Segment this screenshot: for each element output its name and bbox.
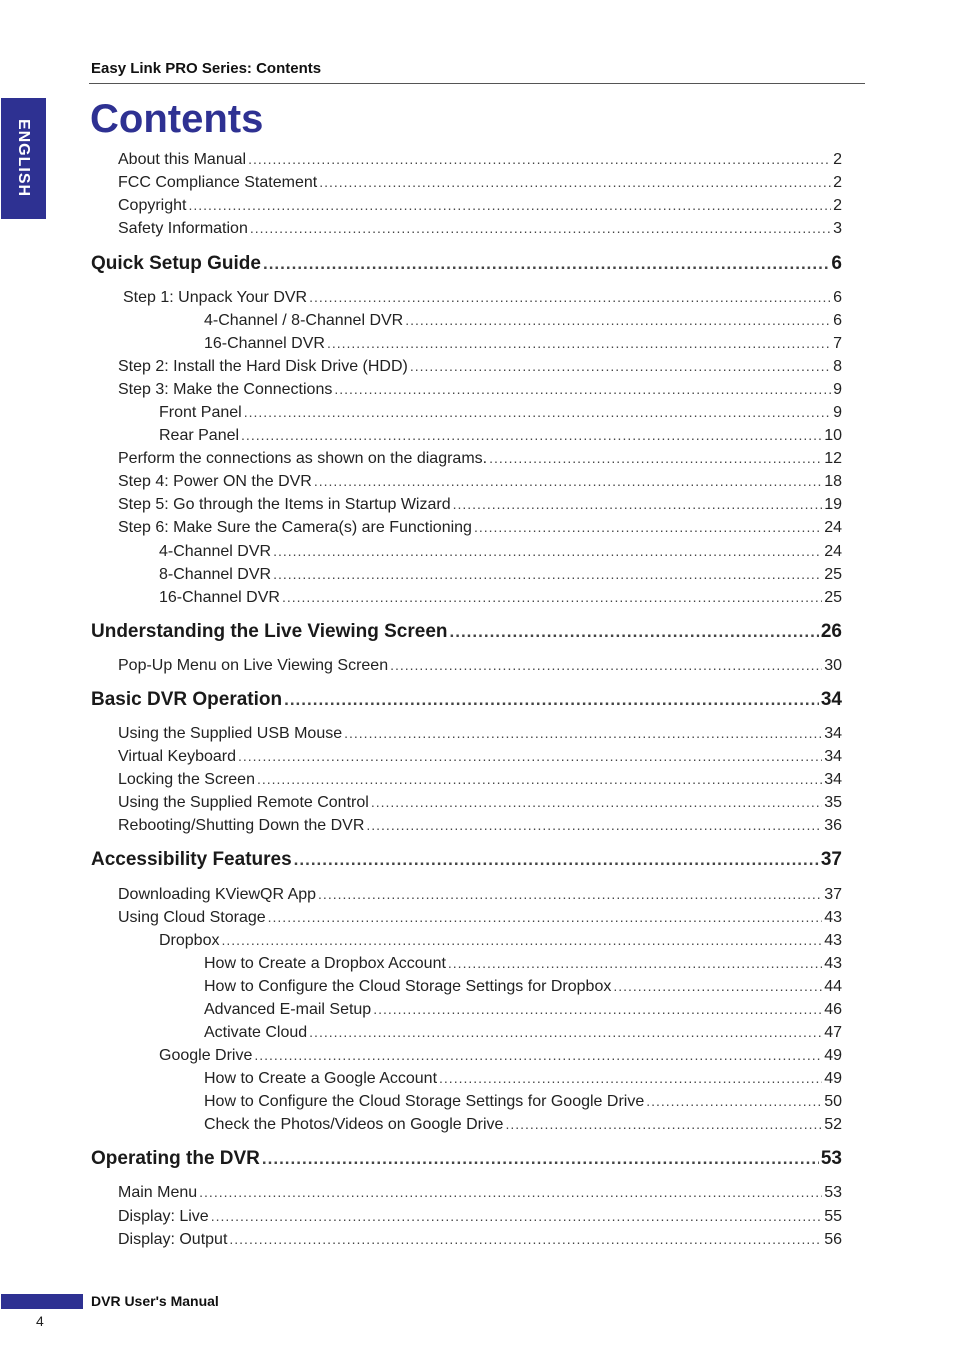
toc-entry[interactable]	[204, 310, 842, 331]
dot-leader	[273, 564, 822, 584]
toc-entry-page: 34	[824, 725, 842, 742]
dot-leader	[319, 172, 831, 192]
toc-entry[interactable]	[159, 930, 842, 951]
toc-entry[interactable]	[204, 1022, 842, 1043]
footer-manual-title: DVR User's Manual	[91, 1293, 219, 1309]
toc-entry-title: Step 6: Make Sure the Camera(s) are Functioning	[118, 519, 472, 536]
toc-section-title: Understanding the Live Viewing Screen	[91, 621, 448, 642]
toc-entry-page: 2	[833, 197, 842, 214]
toc-entry-title: Step 3: Make the Connections	[118, 381, 333, 398]
toc-section-page: 53	[820, 1148, 842, 1169]
toc-section-page: 6	[831, 253, 842, 274]
toc-entry[interactable]	[118, 494, 842, 515]
dot-leader	[405, 310, 831, 330]
dot-leader	[257, 769, 822, 789]
toc-entry[interactable]	[204, 999, 842, 1020]
toc-entry-page: 25	[824, 566, 842, 583]
dot-leader	[318, 884, 822, 904]
toc-entry-title: How to Configure the Cloud Storage Settings for Google Drive	[204, 1093, 645, 1110]
dot-leader	[188, 195, 831, 215]
toc-entry[interactable]	[204, 976, 842, 997]
toc-entry-page: 18	[824, 473, 842, 490]
toc-entry-title: Rebooting/Shutting Down the DVR	[118, 817, 365, 834]
dot-leader	[646, 1091, 822, 1111]
toc-entry-title: Main Menu	[118, 1184, 198, 1201]
toc-entry[interactable]	[118, 1206, 842, 1227]
toc-entry[interactable]	[118, 379, 842, 400]
dot-leader	[309, 1022, 822, 1042]
toc-entry[interactable]	[123, 287, 842, 308]
toc-entry-page: 47	[824, 1024, 842, 1041]
toc-entry[interactable]	[118, 195, 842, 216]
dot-leader	[453, 494, 823, 514]
toc-entry[interactable]	[118, 746, 842, 767]
toc-entry[interactable]	[159, 402, 842, 423]
dot-leader	[450, 621, 819, 643]
dot-leader	[327, 333, 831, 353]
toc-section-heading[interactable]	[91, 621, 842, 643]
toc-entry-title: 16-Channel DVR	[159, 589, 280, 606]
footer-accent-bar	[1, 1294, 83, 1309]
toc-entry-title: Step 2: Install the Hard Disk Drive (HDD)	[118, 358, 408, 375]
toc-entry-page: 49	[824, 1047, 842, 1064]
toc-section-title: Basic DVR Operation	[91, 689, 283, 710]
toc-entry-page: 46	[824, 1001, 842, 1018]
toc-entry-title: Check the Photos/Videos on Google Drive	[204, 1116, 504, 1133]
toc-entry-page: 9	[833, 381, 842, 398]
toc-entry[interactable]	[118, 723, 842, 744]
toc-entry-page: 50	[824, 1093, 842, 1110]
toc-entry-page: 6	[833, 289, 842, 306]
dot-leader	[314, 471, 822, 491]
toc-entry-page: 3	[833, 220, 842, 237]
dot-leader	[613, 976, 822, 996]
toc-section-page: 37	[820, 849, 842, 870]
dot-leader	[229, 1229, 822, 1249]
toc-section-heading[interactable]	[91, 849, 842, 871]
dot-leader	[254, 1045, 822, 1065]
toc-entry-title: Using the Supplied Remote Control	[118, 794, 369, 811]
toc-entry-page: 25	[824, 589, 842, 606]
toc-entry-title: Locking the Screen	[118, 771, 255, 788]
toc-entry[interactable]	[204, 1114, 842, 1135]
toc-entry-title: 4-Channel / 8-Channel DVR	[204, 312, 404, 329]
toc-entry[interactable]	[118, 1182, 842, 1203]
toc-entry-page: 7	[833, 335, 842, 352]
toc-section-title: Quick Setup Guide	[91, 253, 261, 274]
toc-entry-title: Downloading KViewQR App	[118, 886, 317, 903]
toc-entry[interactable]	[159, 541, 842, 562]
dot-leader	[309, 287, 831, 307]
toc-entry[interactable]	[118, 218, 842, 239]
dot-leader	[448, 953, 822, 973]
toc-entry-page: 12	[824, 450, 842, 467]
toc-entry-page: 43	[824, 909, 842, 926]
dot-leader	[344, 723, 822, 743]
toc-entry[interactable]	[118, 448, 842, 469]
toc-entry-title: 4-Channel DVR	[159, 543, 272, 560]
toc-entry[interactable]	[118, 517, 842, 538]
toc-entry[interactable]	[118, 769, 842, 790]
toc-entry[interactable]	[118, 815, 842, 836]
dot-leader	[199, 1182, 822, 1202]
toc-section-heading[interactable]	[91, 689, 842, 711]
toc-entry[interactable]	[159, 564, 842, 585]
toc-entry-page: 24	[824, 519, 842, 536]
toc-entry[interactable]	[159, 1045, 842, 1066]
toc-entry-page: 9	[833, 404, 842, 421]
toc-entry-page: 49	[824, 1070, 842, 1087]
toc-entry-title: About this Manual	[118, 151, 247, 168]
toc-entry[interactable]	[204, 333, 842, 354]
toc-entry-page: 19	[824, 496, 842, 513]
toc-entry-page: 37	[824, 886, 842, 903]
toc-entry-page: 10	[824, 427, 842, 444]
dot-leader	[373, 999, 822, 1019]
toc-entry-title: Front Panel	[159, 404, 242, 421]
dot-leader	[439, 1068, 822, 1088]
dot-leader	[366, 815, 822, 835]
dot-leader	[262, 1148, 819, 1170]
dot-leader	[474, 517, 822, 537]
dot-leader	[489, 448, 822, 468]
dot-leader	[263, 253, 829, 275]
toc-entry[interactable]	[118, 907, 842, 928]
toc-entry-page: 53	[824, 1184, 842, 1201]
toc-entry-title: Step 1: Unpack Your DVR	[123, 289, 308, 306]
toc-entry-page: 30	[824, 657, 842, 674]
running-header-title: Easy Link PRO Series: Contents	[91, 60, 322, 77]
toc-entry-page: 2	[833, 151, 842, 168]
toc-entry[interactable]	[118, 792, 842, 813]
dot-leader	[221, 930, 822, 950]
toc-entry-title: How to Configure the Cloud Storage Settings for Dropbox	[204, 978, 612, 995]
dot-leader	[371, 792, 822, 812]
toc-entry-page: 44	[824, 978, 842, 995]
toc-entry-page: 8	[833, 358, 842, 375]
dot-leader	[282, 587, 822, 607]
toc-entry-page: 52	[824, 1116, 842, 1133]
toc-entry-page: 34	[824, 748, 842, 765]
toc-section-page: 34	[820, 689, 842, 710]
toc-entry-title: Dropbox	[159, 932, 220, 949]
toc-entry[interactable]	[159, 425, 842, 446]
toc-entry[interactable]	[118, 471, 842, 492]
toc-section-title: Operating the DVR	[91, 1148, 260, 1169]
dot-leader	[248, 149, 831, 169]
page-title: Contents	[90, 97, 264, 141]
toc-entry-page: 56	[824, 1231, 842, 1248]
toc-section-heading[interactable]	[91, 253, 842, 275]
toc-entry-title: Virtual Keyboard	[118, 748, 236, 765]
toc-entry-page: 43	[824, 932, 842, 949]
toc-entry[interactable]	[204, 953, 842, 974]
toc-entry-title: Using the Supplied USB Mouse	[118, 725, 343, 742]
toc-entry[interactable]	[118, 884, 842, 905]
dot-leader	[238, 746, 822, 766]
toc-entry-title: Advanced E-mail Setup	[204, 1001, 372, 1018]
toc-entry-title: FCC Compliance Statement	[118, 174, 318, 191]
toc-entry[interactable]	[118, 1229, 842, 1250]
page-number: 4	[36, 1313, 44, 1329]
dot-leader	[334, 379, 831, 399]
language-tab-label: ENGLISH	[15, 118, 32, 198]
toc-entry[interactable]	[118, 149, 842, 170]
toc-entry[interactable]	[204, 1068, 842, 1089]
toc-entry-title: Activate Cloud	[204, 1024, 308, 1041]
toc-entry-title: Perform the connections as shown on the diagrams.	[118, 450, 488, 467]
toc-entry[interactable]	[118, 172, 842, 193]
toc-section-heading[interactable]	[91, 1148, 842, 1170]
dot-leader	[250, 218, 831, 238]
toc-entry-page: 34	[824, 771, 842, 788]
toc-entry-page: 35	[824, 794, 842, 811]
dot-leader	[241, 425, 822, 445]
dot-leader	[211, 1206, 823, 1226]
toc-entry[interactable]	[204, 1091, 842, 1112]
toc-section-title: Accessibility Features	[91, 849, 292, 870]
toc-entry-title: Step 5: Go through the Items in Startup Wizard	[118, 496, 451, 513]
toc-entry-page: 6	[833, 312, 842, 329]
toc-entry-page: 55	[824, 1208, 842, 1225]
dot-leader	[268, 907, 823, 927]
toc-entry-title: Display: Live	[118, 1208, 209, 1225]
dot-leader	[244, 402, 831, 422]
toc-entry[interactable]	[159, 587, 842, 608]
dot-leader	[273, 541, 822, 561]
toc-entry-page: 24	[824, 543, 842, 560]
toc-entry-title: Copyright	[118, 197, 187, 214]
toc-entry-title: How to Create a Dropbox Account	[204, 955, 446, 972]
toc-entry-title: Google Drive	[159, 1047, 253, 1064]
toc-entry-title: Safety Information	[118, 220, 248, 237]
toc-entry-title: Using Cloud Storage	[118, 909, 266, 926]
dot-leader	[294, 849, 819, 871]
toc-entry-title: 16-Channel DVR	[204, 335, 325, 352]
toc-entry-page: 2	[833, 174, 842, 191]
toc-entry[interactable]	[118, 655, 842, 676]
toc-entry-page: 36	[824, 817, 842, 834]
dot-leader	[284, 689, 819, 711]
toc-section-page: 26	[820, 621, 842, 642]
toc-entry[interactable]	[118, 356, 842, 377]
toc-entry-title: Pop-Up Menu on Live Viewing Screen	[118, 657, 389, 674]
toc-entry-page: 43	[824, 955, 842, 972]
toc-entry-title: Step 4: Power ON the DVR	[118, 473, 312, 490]
toc-entry-title: Rear Panel	[159, 427, 240, 444]
dot-leader	[390, 655, 822, 675]
dot-leader	[505, 1114, 822, 1134]
toc-entry-title: 8-Channel DVR	[159, 566, 272, 583]
toc-entry-title: Display: Output	[118, 1231, 228, 1248]
dot-leader	[410, 356, 831, 376]
toc-entry-title: How to Create a Google Account	[204, 1070, 438, 1087]
